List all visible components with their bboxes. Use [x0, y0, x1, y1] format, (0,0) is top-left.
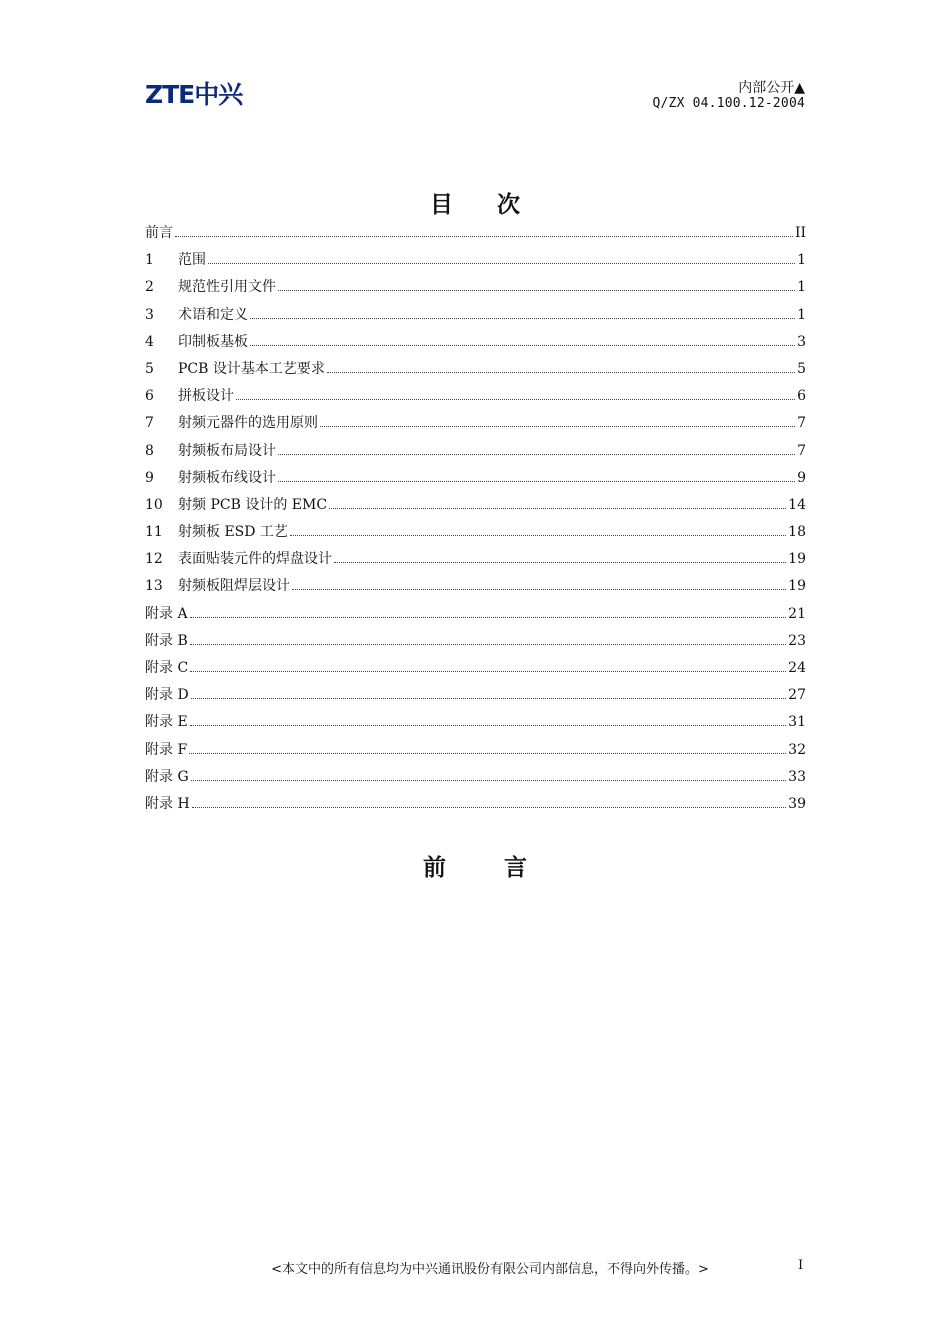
toc-entry-label: 射频 PCB 设计的 EMC	[178, 496, 328, 513]
toc-entry-label: 附录 E	[145, 714, 188, 731]
toc-entry-page: 31	[788, 714, 806, 731]
toc-entry-number: 3	[145, 306, 154, 323]
toc-dot-leader	[236, 398, 795, 400]
toc-entry[interactable]	[145, 331, 806, 358]
toc-entry-label: 规范性引用文件	[178, 279, 276, 296]
toc-entry-number: 5	[145, 360, 154, 377]
toc-dot-leader	[334, 561, 786, 563]
toc-entry-label: 附录 C	[145, 660, 189, 676]
toc-entry-number: 13	[145, 578, 163, 595]
toc-entry[interactable]	[145, 684, 806, 711]
toc-entry-label: 附录 F	[145, 741, 188, 758]
toc-entry-number: 10	[145, 496, 163, 513]
toc-entry-label: 附录 B	[145, 632, 188, 649]
toc-dot-leader	[189, 752, 786, 754]
toc-dot-leader	[278, 453, 795, 455]
toc-entry[interactable]	[145, 276, 806, 303]
toc-dot-leader	[250, 317, 795, 319]
toc-entry-number: 12	[145, 551, 163, 568]
toc-entry-number: 9	[145, 469, 154, 486]
toc-entry[interactable]	[145, 385, 806, 412]
toc-entry-page: 7	[797, 442, 806, 459]
toc-entry-page: II	[794, 225, 806, 241]
toc-entry-label: 射频板布线设计	[178, 469, 276, 486]
toc-entry[interactable]	[145, 412, 806, 439]
toc-entry-page: 1	[797, 252, 806, 269]
page-number: I	[798, 1258, 804, 1273]
toc-entry[interactable]	[145, 711, 806, 738]
foreword-title: 前言	[423, 854, 585, 881]
toc-dot-leader	[208, 262, 795, 264]
logo-text: ZTE中兴	[145, 80, 243, 109]
toc-entry[interactable]	[145, 739, 806, 766]
document-header	[652, 80, 805, 112]
toc-entry-label: 附录 G	[145, 768, 189, 785]
toc-entry-page: 1	[797, 279, 806, 296]
toc-dot-leader	[320, 425, 795, 427]
toc-entry-page: 39	[788, 795, 806, 812]
toc-entry-page: 3	[797, 333, 806, 350]
toc-entry[interactable]	[145, 222, 806, 249]
toc-dot-leader	[327, 371, 795, 373]
toc-entry-page: 9	[797, 469, 806, 486]
toc-entry[interactable]	[145, 630, 806, 657]
toc-entry-label: 印制板基板	[178, 333, 248, 350]
toc-entry-label: 前言	[145, 225, 173, 241]
toc-dot-leader	[190, 616, 787, 618]
toc-entry-label: 附录 A	[145, 605, 188, 622]
toc-entry-page: 21	[788, 605, 806, 622]
toc-entry-number: 4	[145, 333, 154, 350]
toc-entry-page: 27	[788, 687, 806, 704]
toc-entry-label: 射频元器件的选用原则	[178, 415, 318, 432]
toc-dot-leader	[292, 588, 786, 590]
toc-dot-leader	[190, 724, 787, 726]
toc-entry-page: 33	[788, 768, 806, 785]
toc-entry-label: 附录 H	[145, 795, 190, 812]
toc-entry-label: 射频板 ESD 工艺	[178, 524, 288, 541]
standard-number: Q/ZX 04.100.12-2004	[652, 96, 805, 111]
toc-entry-number: 1	[145, 252, 154, 269]
toc-entry-page: 14	[788, 496, 806, 513]
toc-entry-page: 24	[788, 660, 806, 676]
toc-entry[interactable]	[145, 603, 806, 630]
toc-entry[interactable]	[145, 657, 806, 684]
toc-dot-leader	[278, 289, 795, 291]
table-of-contents	[145, 222, 806, 820]
toc-entry-page: 23	[788, 632, 806, 649]
classification-label: 内部公开▲	[738, 80, 805, 96]
toc-entry[interactable]	[145, 766, 806, 793]
toc-dot-leader	[190, 643, 786, 645]
toc-entry-label: 射频板阻焊层设计	[178, 578, 290, 595]
toc-entry-label: 表面贴装元件的焊盘设计	[178, 551, 332, 568]
toc-entry-label: 拼板设计	[178, 388, 234, 405]
toc-entry[interactable]	[145, 467, 806, 494]
toc-entry[interactable]	[145, 358, 806, 385]
toc-entry-label: 附录 D	[145, 687, 189, 704]
toc-entry[interactable]	[145, 440, 806, 467]
toc-entry[interactable]	[145, 793, 806, 820]
toc-entry-number: 11	[145, 524, 163, 541]
toc-entry[interactable]	[145, 304, 806, 331]
toc-title: 目次	[430, 191, 564, 218]
toc-entry-label: PCB 设计基本工艺要求	[178, 360, 325, 377]
toc-entry-page: 7	[797, 415, 806, 432]
toc-entry-page: 5	[797, 360, 806, 377]
toc-entry-page: 19	[788, 578, 806, 595]
toc-dot-leader	[329, 507, 786, 509]
toc-entry-number: 2	[145, 279, 154, 296]
toc-entry[interactable]	[145, 548, 806, 575]
toc-entry-label: 范围	[178, 252, 206, 269]
toc-entry[interactable]	[145, 521, 806, 548]
toc-entry-label: 术语和定义	[178, 306, 248, 323]
toc-entry-page: 6	[797, 388, 806, 405]
toc-entry[interactable]	[145, 249, 806, 276]
toc-entry[interactable]	[145, 494, 806, 521]
toc-dot-leader	[175, 235, 793, 237]
toc-entry-page: 1	[797, 306, 806, 323]
toc-entry-page: 32	[788, 741, 806, 758]
toc-dot-leader	[192, 806, 787, 808]
toc-dot-leader	[190, 670, 786, 672]
confidentiality-note: <本文中的所有信息均为中兴通讯股份有限公司内部信息，不得向外传播。>	[271, 1262, 709, 1277]
toc-entry-number: 6	[145, 388, 154, 405]
toc-entry-page: 18	[788, 524, 806, 541]
toc-entry-number: 7	[145, 415, 154, 432]
toc-dot-leader	[191, 779, 787, 781]
toc-entry-page: 19	[788, 551, 806, 568]
toc-entry[interactable]	[145, 575, 806, 602]
toc-dot-leader	[250, 344, 795, 346]
toc-entry-label: 射频板布局设计	[178, 442, 276, 459]
toc-dot-leader	[191, 697, 786, 699]
zte-logo	[145, 82, 242, 108]
toc-entry-number: 8	[145, 442, 154, 459]
toc-dot-leader	[278, 480, 795, 482]
toc-dot-leader	[290, 534, 786, 536]
